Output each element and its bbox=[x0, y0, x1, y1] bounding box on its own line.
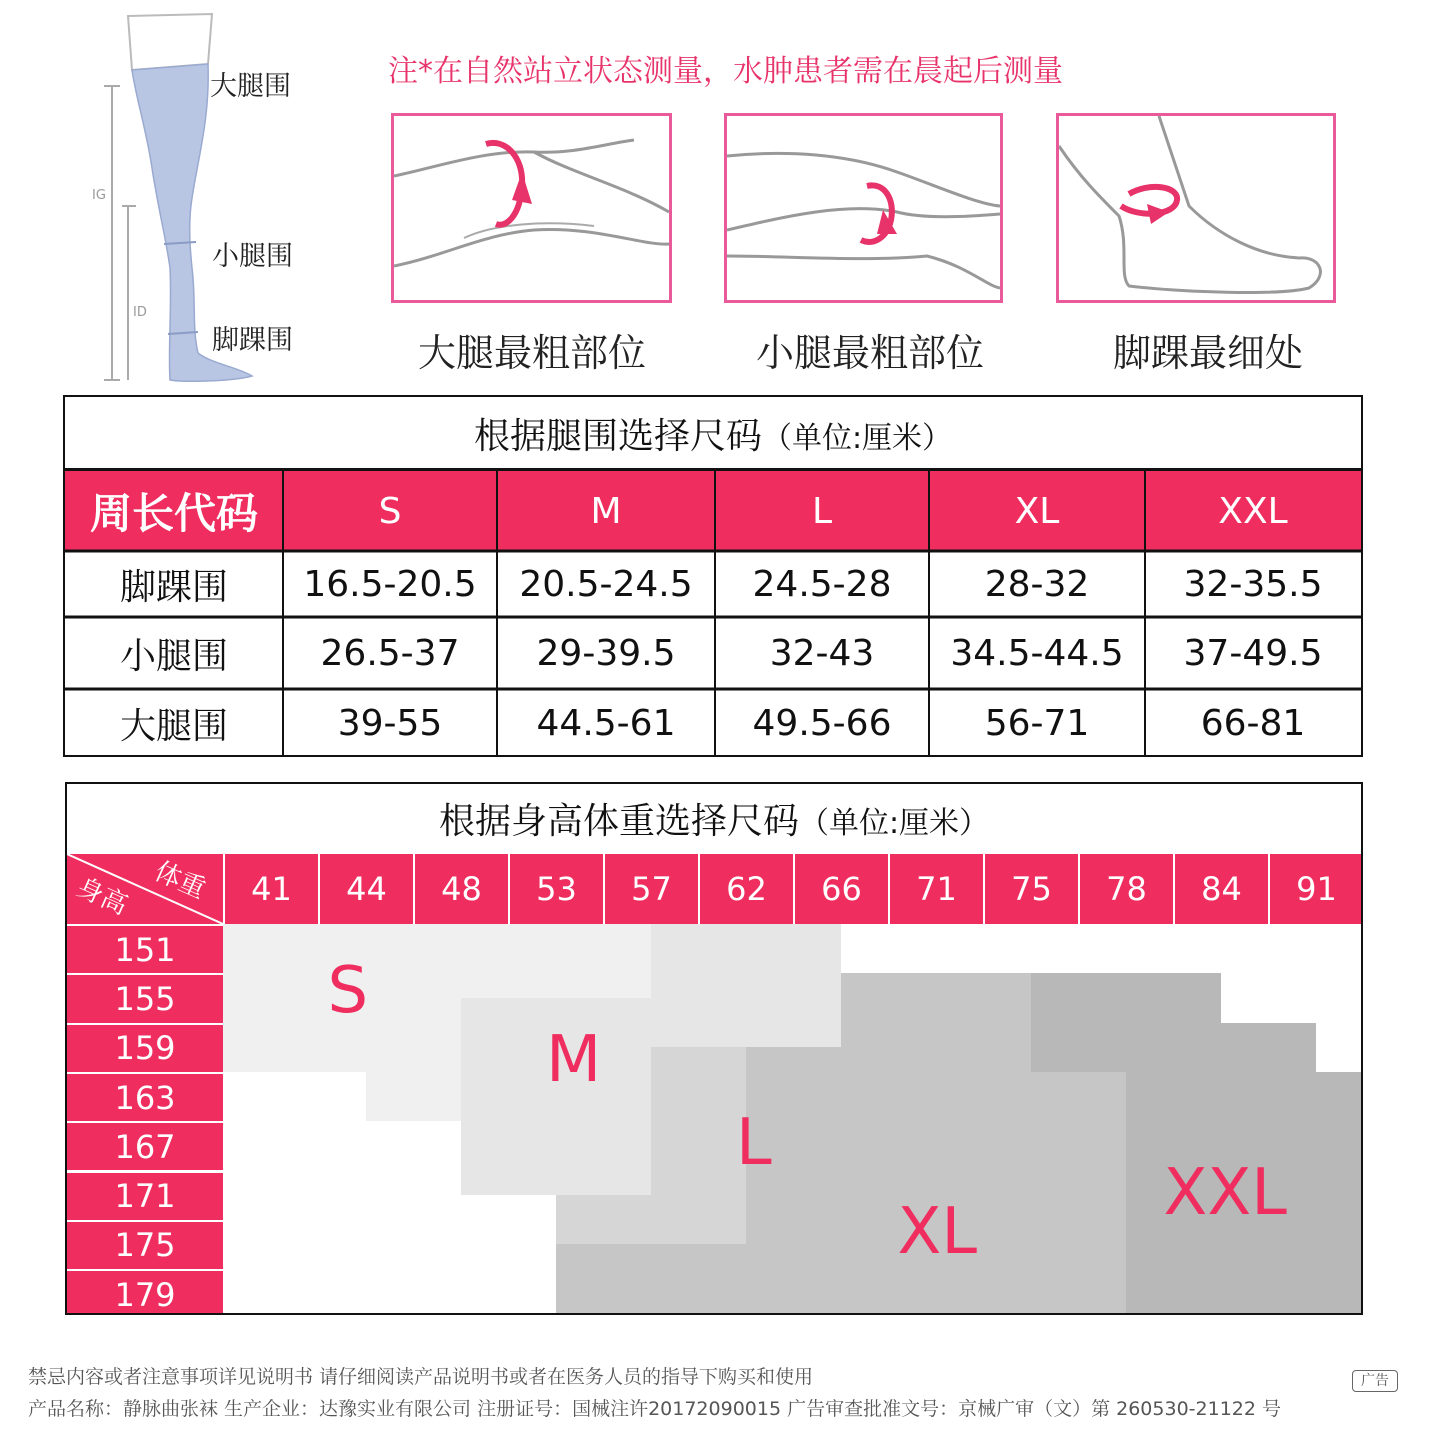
weight-col-header: 75 bbox=[983, 854, 1078, 924]
weight-col-header: 71 bbox=[888, 854, 983, 924]
table2-unit: （单位:厘米） bbox=[798, 806, 990, 841]
size-label-s: S bbox=[327, 953, 369, 1028]
size-header-xl: XL bbox=[929, 471, 1145, 551]
size-label-xl: XL bbox=[897, 1195, 977, 1270]
height-axis-label: 身高 bbox=[72, 872, 132, 922]
size-label-m: M bbox=[546, 1022, 602, 1097]
ankle-caption: 脚踝最细处 bbox=[1112, 331, 1303, 375]
id-label: ID bbox=[133, 305, 147, 320]
height-row-header: 155 bbox=[67, 973, 223, 1022]
footer-warning: 禁忌内容或者注意事项详见说明书 请仔细阅读产品说明书或者在医务人员的指导下购买和使用 bbox=[28, 1366, 814, 1388]
height-row-header: 171 bbox=[67, 1171, 223, 1220]
table-cell: 29-39.5 bbox=[536, 632, 676, 674]
size-label-l: L bbox=[736, 1106, 772, 1181]
weight-col-header: 62 bbox=[698, 854, 793, 924]
ankle-label: 脚踝围 bbox=[212, 325, 293, 356]
size-label-xxl: XXL bbox=[1163, 1155, 1287, 1230]
weight-col-header: 91 bbox=[1268, 854, 1363, 924]
thigh-measure-image bbox=[391, 113, 672, 303]
height-weight-table bbox=[65, 782, 1363, 1315]
thigh-label: 大腿围 bbox=[210, 71, 291, 102]
table-cell: 66-81 bbox=[1200, 702, 1306, 744]
height-row-header: 175 bbox=[67, 1220, 223, 1269]
table-cell: 24.5-28 bbox=[752, 563, 892, 605]
table2-title bbox=[67, 784, 1361, 856]
size-header-xxl: XXL bbox=[1145, 471, 1361, 551]
calf-caption: 小腿最粗部位 bbox=[755, 331, 984, 375]
table-cell: 26.5-37 bbox=[320, 632, 460, 674]
calf-measure-image bbox=[724, 113, 1003, 303]
weight-col-header: 44 bbox=[318, 854, 413, 924]
size-zone-xxl bbox=[1031, 973, 1221, 1072]
table-cell: 20.5-24.5 bbox=[519, 563, 693, 605]
weight-col-header: 53 bbox=[508, 854, 603, 924]
table1-title-text: 根据腿围选择尺码 bbox=[473, 416, 762, 457]
height-row-header: 159 bbox=[67, 1023, 223, 1072]
table-cell: 32-43 bbox=[769, 632, 875, 674]
table2-title-text: 根据身高体重选择尺码 bbox=[438, 801, 799, 842]
height-row-header: 179 bbox=[67, 1269, 223, 1315]
table-cell: 34.5-44.5 bbox=[950, 632, 1124, 674]
height-row-header: 151 bbox=[67, 924, 223, 973]
table-cell: 37-49.5 bbox=[1183, 632, 1323, 674]
measurement-note: 注*在自然站立状态测量，水肿患者需在晨起后测量 bbox=[388, 54, 1063, 89]
table-cell: 44.5-61 bbox=[536, 702, 676, 744]
size-header-s: S bbox=[283, 471, 497, 551]
table2-corner bbox=[67, 854, 223, 924]
thigh-caption: 大腿最粗部位 bbox=[417, 331, 646, 375]
table-cell: 32-35.5 bbox=[1183, 563, 1323, 605]
table1-unit: （单位:厘米） bbox=[761, 421, 953, 456]
height-row-header: 167 bbox=[67, 1121, 223, 1170]
weight-col-header: 48 bbox=[413, 854, 508, 924]
ig-label: IG bbox=[92, 188, 106, 203]
weight-axis-label: 体重 bbox=[150, 856, 210, 906]
weight-col-header: 78 bbox=[1078, 854, 1173, 924]
weight-col-header: 66 bbox=[793, 854, 888, 924]
leg-circumference-table bbox=[63, 395, 1363, 757]
weight-col-header: 41 bbox=[223, 854, 318, 924]
ad-badge: 广告 bbox=[1352, 1370, 1398, 1392]
table1-gridlines bbox=[65, 397, 1361, 757]
calf-label: 小腿围 bbox=[212, 241, 293, 272]
table-cell: 56-71 bbox=[984, 702, 1090, 744]
weight-col-header: 57 bbox=[603, 854, 698, 924]
ankle-measure-image bbox=[1056, 113, 1336, 303]
size-header-m: M bbox=[497, 471, 715, 551]
size-header-l: L bbox=[715, 471, 929, 551]
size-zone-xxl bbox=[1221, 1023, 1316, 1072]
table-cell: 28-32 bbox=[984, 563, 1090, 605]
row-label: 小腿围 bbox=[119, 635, 228, 677]
row-label: 脚踝围 bbox=[119, 566, 228, 608]
table-cell: 49.5-66 bbox=[752, 702, 892, 744]
size-zone-xl bbox=[556, 1244, 1126, 1315]
size-code-header: 周长代码 bbox=[65, 471, 283, 551]
table-cell: 39-55 bbox=[337, 702, 443, 744]
weight-col-header: 84 bbox=[1173, 854, 1268, 924]
size-zone-m bbox=[651, 924, 841, 998]
height-row-header: 163 bbox=[67, 1072, 223, 1121]
row-label: 大腿围 bbox=[119, 705, 228, 747]
footer-product-info: 产品名称：静脉曲张袜 生产企业：达豫实业有限公司 注册证号：国械注许20172090015 广告审查批准文号：京械广审（文）第 260530-21122 号 bbox=[28, 1398, 1282, 1420]
table-cell: 16.5-20.5 bbox=[303, 563, 477, 605]
